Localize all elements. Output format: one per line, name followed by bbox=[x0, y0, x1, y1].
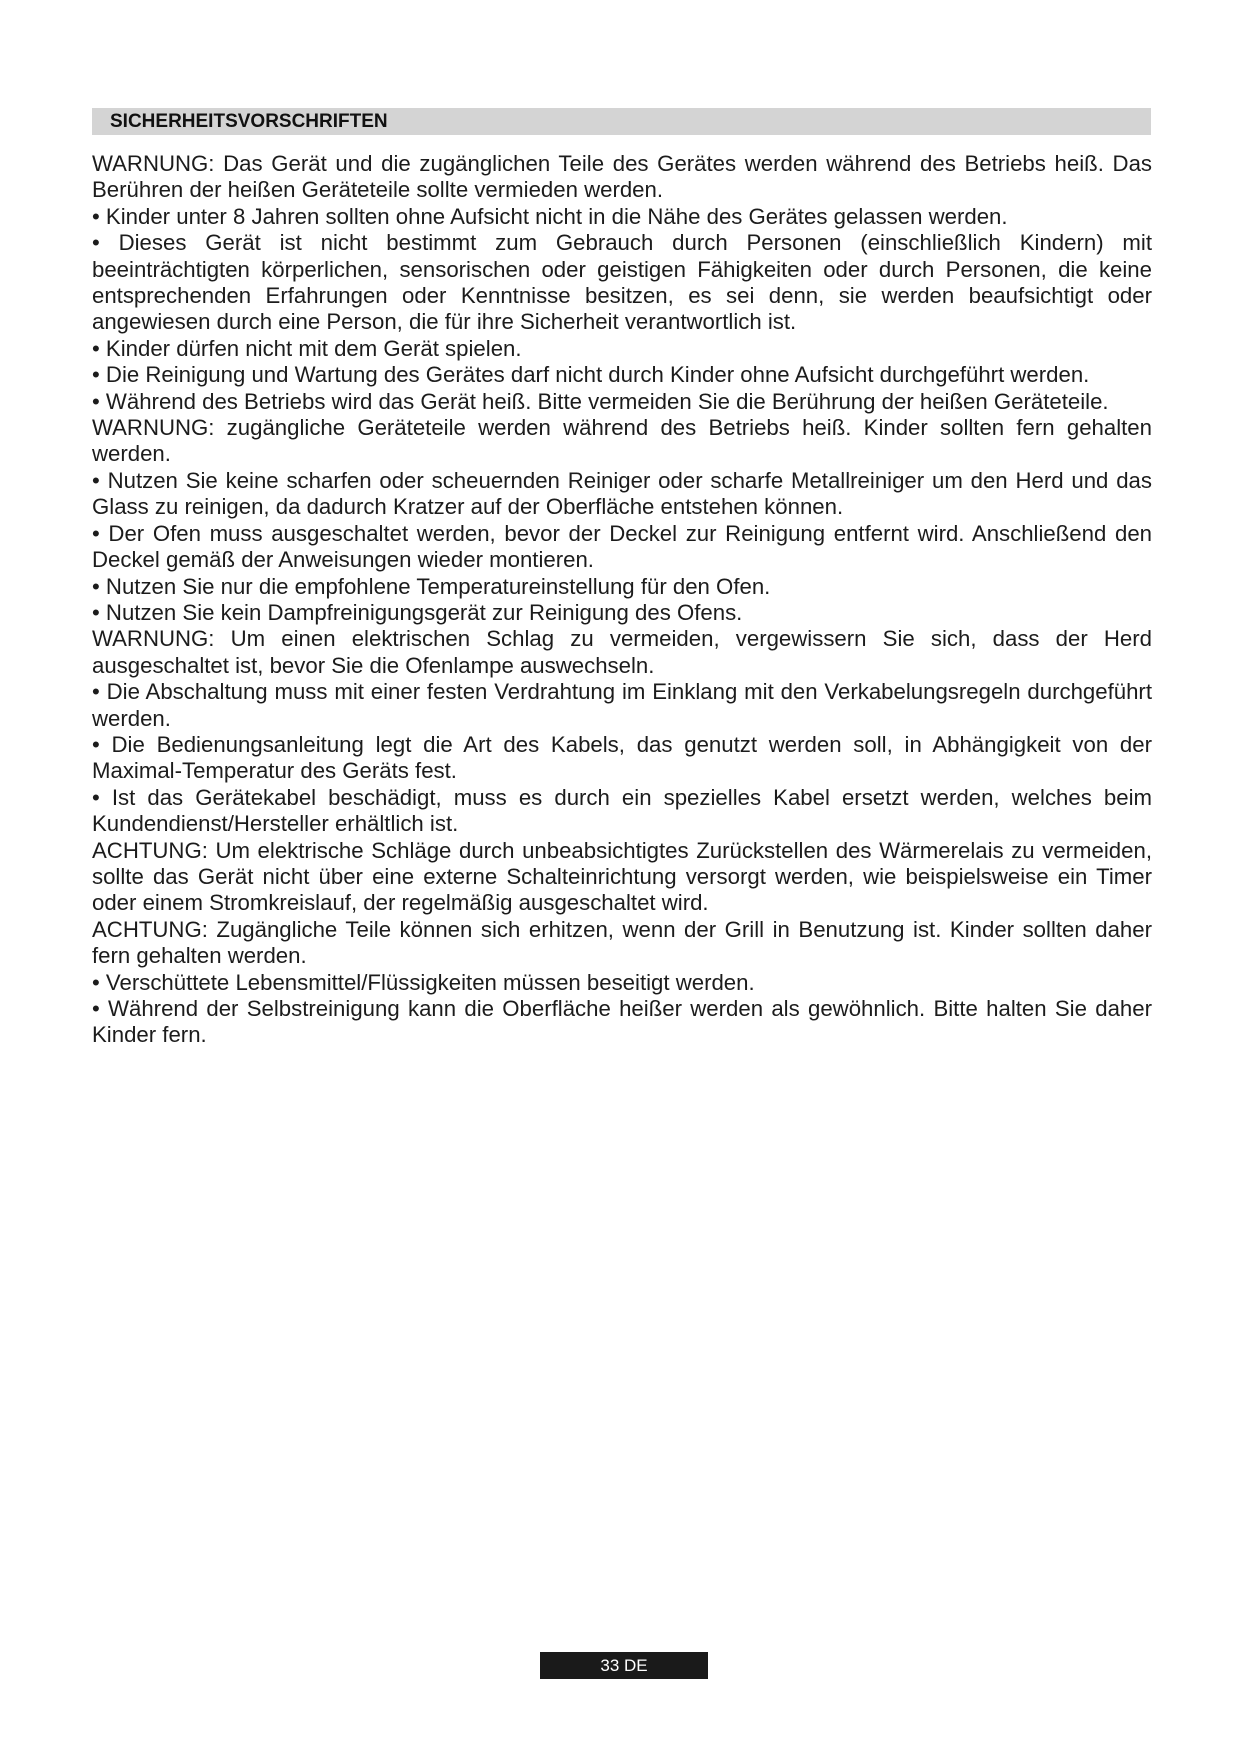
paragraph: • Nutzen Sie nur die empfohlene Temperatureinstellung für den Ofen. bbox=[92, 573, 771, 599]
paragraph: WARNUNG: zugängliche Geräteteile werden während des Betriebs heiß. Kinder sollten fern gehalten werden. bbox=[92, 415, 1152, 467]
paragraph: • Nutzen Sie keine scharfen oder scheuernden Reiniger oder scharfe Metallreiniger um den Herd und das Glass zu reinigen, da dadurch Kratzer auf der Oberfläche entstehen können. bbox=[92, 467, 1152, 520]
paragraph: WARNUNG: Um einen elektrischen Schlag zu vermeiden, vergewissern Sie sich, dass der Herd ausgeschaltet ist, bevor Sie die Ofenlampe auswechseln. bbox=[92, 626, 1152, 678]
paragraph: • Während der Selbstreinigung kann die Oberfläche heißer werden als gewöhnlich. Bitte halten Sie daher Kinder fern. bbox=[92, 996, 1152, 1048]
paragraph: • Die Abschaltung muss mit einer festen Verdrahtung im Einklang mit den Verkabelungsregeln durchgeführt werden. bbox=[92, 679, 1152, 731]
page-number: 33 DE bbox=[540, 1652, 708, 1679]
paragraph: • Die Bedienungsanleitung legt die Art des Kabels, das genutzt werden soll, in Abhängigkeit von der Maximal-Temperatur des Geräts fest. bbox=[92, 731, 1152, 784]
paragraph: • Der Ofen muss ausgeschaltet werden, bevor der Deckel zur Reinigung entfernt wird. Anschließend den Deckel gemäß der Anweisungen wieder montieren. bbox=[92, 520, 1152, 573]
paragraph: ACHTUNG: Zugängliche Teile können sich erhitzen, wenn der Grill in Benutzung ist. Kinder sollten daher fern gehalten werden. bbox=[92, 916, 1152, 969]
paragraph: • Dieses Gerät ist nicht bestimmt zum Gebrauch durch Personen (einschließlich Kindern) mit beeinträchtigten körperlichen, sensorischen oder geistigen Fähigkeiten oder durch Personen, die keine entsprechenden Erfahrungen oder Kenntnisse besitzen, es sei denn, sie werden beaufsichtigt oder angewiesen durch eine Person, die für ihre Sicherheit verantwortlich ist. bbox=[92, 230, 1152, 335]
paragraph: • Die Reinigung und Wartung des Gerätes darf nicht durch Kinder ohne Aufsicht durchgeführt werden. bbox=[92, 362, 1090, 388]
section-header: SICHERHEITSVORSCHRIFTEN bbox=[92, 108, 1151, 135]
safety-instructions-body bbox=[92, 151, 1152, 1049]
paragraph: • Kinder dürfen nicht mit dem Gerät spielen. bbox=[92, 335, 522, 361]
paragraph: • Kinder unter 8 Jahren sollten ohne Aufsicht nicht in die Nähe des Gerätes gelassen werden. bbox=[92, 203, 1008, 229]
paragraph: • Während des Betriebs wird das Gerät heiß. Bitte vermeiden Sie die Berührung der heißen Geräteteile. bbox=[92, 388, 1109, 414]
paragraph: • Verschüttete Lebensmittel/Flüssigkeiten müssen beseitigt werden. bbox=[92, 969, 755, 995]
paragraph: • Nutzen Sie kein Dampfreinigungsgerät zur Reinigung des Ofens. bbox=[92, 599, 743, 625]
paragraph: • Ist das Gerätekabel beschädigt, muss es durch ein spezielles Kabel ersetzt werden, welches beim Kundendienst/Hersteller erhältlich ist. bbox=[92, 784, 1152, 837]
paragraph: ACHTUNG: Um elektrische Schläge durch unbeabsichtigtes Zurückstellen des Wärmerelais zu vermeiden, sollte das Gerät nicht über eine externe Schalteinrichtung versorgt werden, wie beispielsweise ein Timer oder einem Stromkreislauf, der regelmäßig ausgeschaltet wird. bbox=[92, 837, 1152, 916]
paragraph: WARNUNG: Das Gerät und die zugänglichen Teile des Gerätes werden während des Betriebs heiß. Das Berühren der heißen Geräteteile sollte vermieden werden. bbox=[92, 151, 1152, 203]
